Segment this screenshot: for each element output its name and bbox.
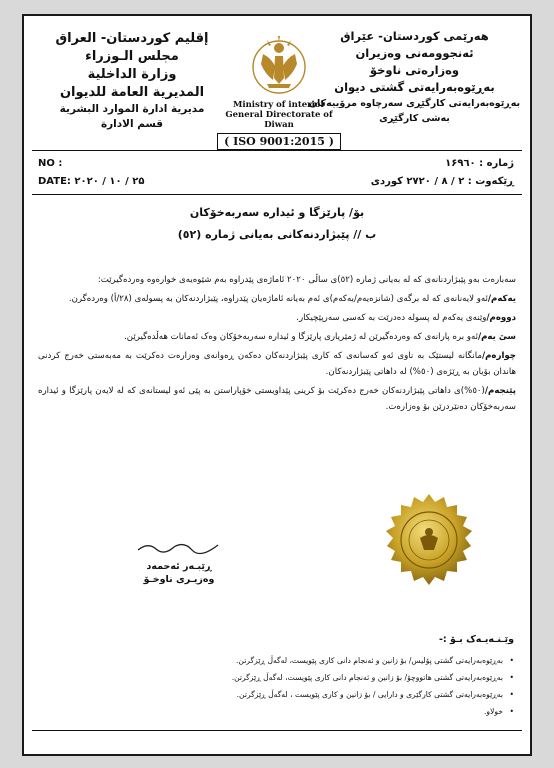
cc-item: • خولاو. (54, 703, 514, 720)
paragraph-5 (38, 383, 516, 415)
cc-item: • بەڕێوەبەرایەتی گشتی هاتووچۆ/ بۆ زانین و ئەنجام دانی کاری پێویست، لەگەڵ ڕێزگرتن. (54, 669, 514, 686)
paragraph-5-label: پێنجەم/ (484, 386, 516, 396)
letter-page (22, 14, 532, 756)
subject-line: ب // پێبژاردنەکانی بەیانی ژمارە (٥٢) (177, 228, 377, 241)
paragraph-2-label: دووەم/ (486, 313, 516, 323)
ministry-english: Ministry of interior (232, 100, 326, 110)
kurdi-date-value: ۲ / ۸ / ۲۷۲۰ کوردی (370, 176, 465, 187)
directorate-english: General Directorate of Diwan (225, 110, 333, 130)
header-arabic (32, 30, 232, 132)
header-arabic-line: مجلس الـوزراء (85, 49, 179, 64)
kurdi-date-label: ڕێکەوت : (467, 176, 514, 187)
header-kurdish-line: بەڕێوەبەرایەتی گشتی دیوان (334, 80, 495, 94)
kurdi-date-row (371, 176, 514, 187)
paragraph-5-text: (٥٠%)ی داهاتی پێبژاردنەکان خەرج دەکرێت بۆ کرینی پێداویستی خۆپاراستن بە پێی ئەو لیستانەی کە لە لایەن پارێزگا و ئیدارە سەربەخۆکان دەنێردرێن بۆ وەزارەت. (38, 386, 516, 412)
paragraph-2 (38, 310, 516, 326)
signatory-title: وەزیـری ناوخـۆ (143, 574, 215, 585)
intro-paragraph: سەبارەت بەو پێبژاردنانەی کە لە بەیانی ژمارە (٥٢)ی ساڵی ۲۰۲۰ ئاماژەی پێدراوە بەم شێوەیەی خوارەوە وەردەگیرێت: (97, 275, 516, 285)
paragraph-3-label: سێ یەم/ (477, 332, 516, 342)
paragraph-1 (38, 291, 516, 307)
kurdistan-emblem-icon (249, 34, 309, 96)
handwritten-signature-icon (134, 538, 224, 556)
date-label: DATE: (38, 176, 71, 187)
signatory-name: ڕێبـەر ئەحمەد (146, 561, 212, 572)
header-kurdish-line: هەرێمی کوردستان- عێراق (340, 29, 489, 43)
cc-title: وێـنـەیـەک بـۆ :- (438, 634, 514, 645)
no-label: NO : (38, 158, 63, 169)
iso-badge: ( ISO 9001:2015 ) (217, 133, 341, 150)
paragraph-3 (38, 329, 516, 345)
footer-divider (32, 730, 522, 731)
header-arabic-line: مديرية ادارة الموارد البشرية (59, 103, 205, 115)
paragraph-2-text: وێنەی یەکەم لە پسولە دەدرێت بە کەسی سەرپێچیکار. (296, 313, 487, 323)
cc-item: • بەڕێوەبەرایەتی گشتی پۆلیس/ بۆ زانین و ئەنجام دانی کاری پێویست، لەگەڵ ڕێزگرتن. (54, 652, 514, 669)
header-arabic-line: إقليم كوردستان- العراق (55, 31, 209, 46)
paragraph-4-label: چوارەم/ (482, 351, 516, 361)
paragraph-1-text: ئەو لایەنانەی کە لە برگەی (شانزەیەم/یەکەم)ی ئەم بەیانە ئاماژەیان پێدراوە، پێبژاردنەکان بە پسولەی (٢٨/أ) وەردەگرن. (68, 294, 488, 304)
cc-list (54, 652, 514, 720)
to-line: بۆ/ پارێزگا و ئیدارە سەربەخۆکان (189, 206, 365, 219)
header-kurdish (307, 28, 522, 126)
header-kurdish-line: بەشی کارگێڕی (379, 113, 450, 124)
number-value: ۱۶۹٦۰ (445, 158, 476, 169)
header-kurdish-line: وەزارەتی ناوخۆ (369, 63, 460, 77)
header-divider (32, 150, 522, 151)
header-arabic-line: وزارة الداخلية (87, 67, 177, 82)
paragraph-1-label: یەکەم/ (487, 294, 516, 304)
header-kurdish-line: ئەنجوومەنی وەزیران (355, 46, 474, 60)
date-value: ۲۰۲۰ / ۱۰ / ۲۵ (74, 176, 145, 187)
gold-seal-icon (376, 492, 482, 598)
paragraph-4 (38, 348, 516, 380)
paragraph-3-text: ئەو برە پارانەی کە وەردەگیرێن لە ژمێریاری پارێزگا و ئیدارە سەربەخۆکان وەک ئەمانات هەڵدەگیرێن. (124, 332, 478, 342)
number-label: ژمارە : (479, 158, 514, 169)
signature-block (134, 538, 224, 586)
meta-divider (32, 194, 522, 195)
letter-body (38, 272, 516, 418)
header-kurdish-line: بەڕێوەبەرایەتی کارگێڕی سەرچاوە مرۆییەکان (308, 98, 521, 109)
header-arabic-line: المديرية العامة للديوان (59, 85, 205, 100)
date-row (38, 176, 144, 187)
paragraph-4-text: مانگانە لیستێک بە ناوی ئەو کەسانەی کە کاری پێبژاردنەکان دەکەن ڕەوانەی وەزارەت دەکرێت بە مەبەستی خەرج کردنی هاندان بۆیان بە ڕێژەی (٥٠%) لە داهاتی پێبژاردنەکان. (38, 351, 516, 377)
header-arabic-line: قسم الادارة (100, 118, 164, 130)
cc-item: • بەڕێوەبەرایەتی گشتی کارگێری و دارایی / بۆ زانین و کاری پێویست ، لەگەڵ ڕێزگرتن. (54, 686, 514, 703)
number-row (445, 158, 514, 169)
